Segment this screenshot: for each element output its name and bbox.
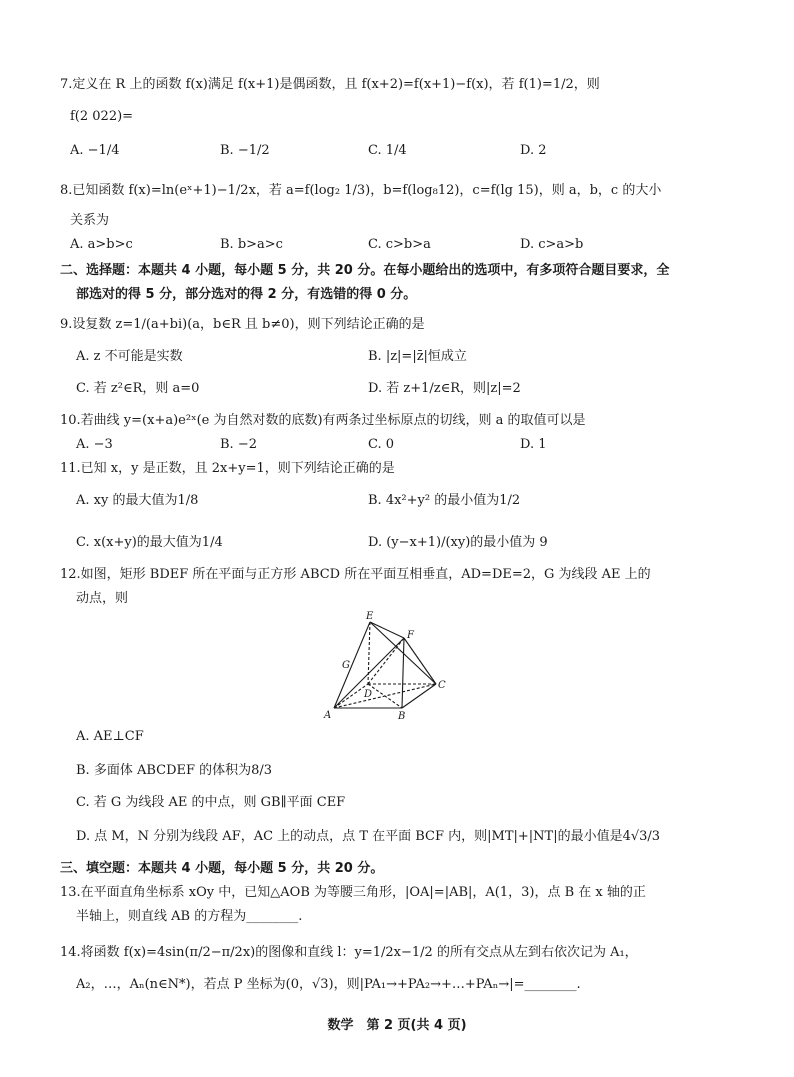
q7-stem-cont: f(2 022)= [70, 109, 134, 124]
q7-option-c: C. 1/4 [368, 143, 407, 158]
page-footer: 数学 第 2 页(共 4 页) [327, 1018, 467, 1033]
q8-stem: 8.已知函数 f(x)=ln(eˣ+1)−1/2x，若 a=f(log₂ 1/3)，b=f(log₈12)，c=f(lg 15)，则 a，b，c 的大小 [60, 183, 662, 198]
edge-ed [368, 622, 370, 684]
q8-option-b: B. b>a>c [220, 237, 283, 252]
q8-option-d: D. c>a>b [520, 237, 584, 252]
label-a: A [324, 710, 332, 721]
q10-stem: 10.若曲线 y=(x+a)e²ˣ(e 为自然对数的底数)有两条过坐标原点的切线，则 a 的取值可以是 [60, 413, 586, 428]
q12-option-a: A. AE⊥CF [76, 729, 144, 744]
edge-ef [370, 622, 404, 638]
q12-stem-cont: 动点，则 [76, 591, 129, 606]
q11-option-c: C. x(x+y)的最大值为1/4 [76, 535, 223, 550]
q11-option-d: D. (y−x+1)/(xy)的最小值为 9 [368, 535, 548, 550]
q9-option-c: C. 若 z²∈R，则 a=0 [76, 381, 200, 396]
q9-stem: 9.设复数 z=1/(a+bi)(a，b∈R 且 b≠0)，则下列结论正确的是 [60, 317, 425, 332]
q13-stem-cont: 半轴上，则直线 AB 的方程为________. [76, 909, 303, 924]
label-e: E [366, 611, 374, 622]
q11-option-a: A. xy 的最大值为1/8 [76, 493, 199, 508]
q10-option-d: D. 1 [520, 437, 547, 452]
q10-option-b: B. −2 [220, 437, 257, 452]
q8-option-a: A. a>b>c [70, 237, 133, 252]
section3-heading: 三、填空题：本题共 4 小题，每小题 5 分，共 20 分。 [60, 861, 384, 876]
q7-stem: 7.定义在 R 上的函数 f(x)满足 f(x+1)是偶函数，且 f(x+2)=f(x+1)−f(x)，若 f(1)=1/2，则 [60, 77, 600, 92]
q13-stem: 13.在平面直角坐标系 xOy 中，已知△AOB 为等腰三角形，|OA|=|AB|，A(1，3)，点 B 在 x 轴的正 [60, 885, 646, 900]
q10-option-a: A. −3 [76, 437, 113, 452]
q9-option-a: A. z 不可能是实数 [76, 349, 183, 364]
q10-option-c: C. 0 [368, 437, 395, 452]
label-g: G [342, 660, 350, 671]
q12-option-b: B. 多面体 ABCDEF 的体积为8/3 [76, 763, 273, 778]
q7-option-d: D. 2 [520, 143, 547, 158]
q8-stem-cont: 关系为 [70, 213, 110, 228]
label-b: B [398, 711, 406, 722]
section2-heading: 二、选择题：本题共 4 小题，每小题 5 分，共 20 分。在每小题给出的选项中，有多项符合题目要求，全 [60, 263, 670, 278]
q9-option-d: D. 若 z+1/z∈R，则|z|=2 [368, 381, 521, 396]
q8-option-c: C. c>b>a [368, 237, 431, 252]
q14-stem-cont: A₂，…，Aₙ(n∈N*)，若点 P 坐标为(0，√3)，则|PA₁→+PA₂→+…+PAₙ→|=________. [76, 977, 581, 992]
q12-option-c: C. 若 G 为线段 AE 的中点，则 GB∥平面 CEF [76, 795, 346, 810]
q11-stem: 11.已知 x，y 是正数，且 2x+y=1，则下列结论正确的是 [60, 461, 395, 476]
edge-df [368, 638, 404, 684]
q12-option-d: D. 点 M，N 分别为线段 AF，AC 上的动点，点 T 在平面 BCF 内，则|MT|+|NT|的最小值是4√3/3 [76, 829, 661, 844]
edge-fc [404, 638, 436, 684]
q12-figure-polyhedron [320, 610, 460, 722]
edge-fb [402, 638, 404, 708]
edge-ac [334, 684, 436, 708]
q12-stem: 12.如图，矩形 BDEF 所在平面与正方形 ABCD 所在平面互相垂直，AD=DE=2，G 为线段 AE 上的 [60, 567, 651, 582]
label-d: D [364, 689, 373, 700]
label-c: C [438, 680, 446, 691]
q11-option-b: B. 4x²+y² 的最小值为1/2 [368, 493, 521, 508]
q9-option-b: B. |z|=|z̄|恒成立 [368, 349, 467, 364]
q7-option-a: A. −1/4 [70, 143, 120, 158]
label-f: F [407, 630, 414, 641]
q7-option-b: B. −1/2 [220, 143, 270, 158]
section2-heading-cont: 部选对的得 5 分，部分选对的得 2 分，有选错的得 0 分。 [76, 287, 417, 302]
q14-stem: 14.将函数 f(x)=4sin(π/2−π/2x)的图像和直线 l：y=1/2x−1/2 的所有交点从左到右依次记为 A₁， [60, 945, 638, 960]
